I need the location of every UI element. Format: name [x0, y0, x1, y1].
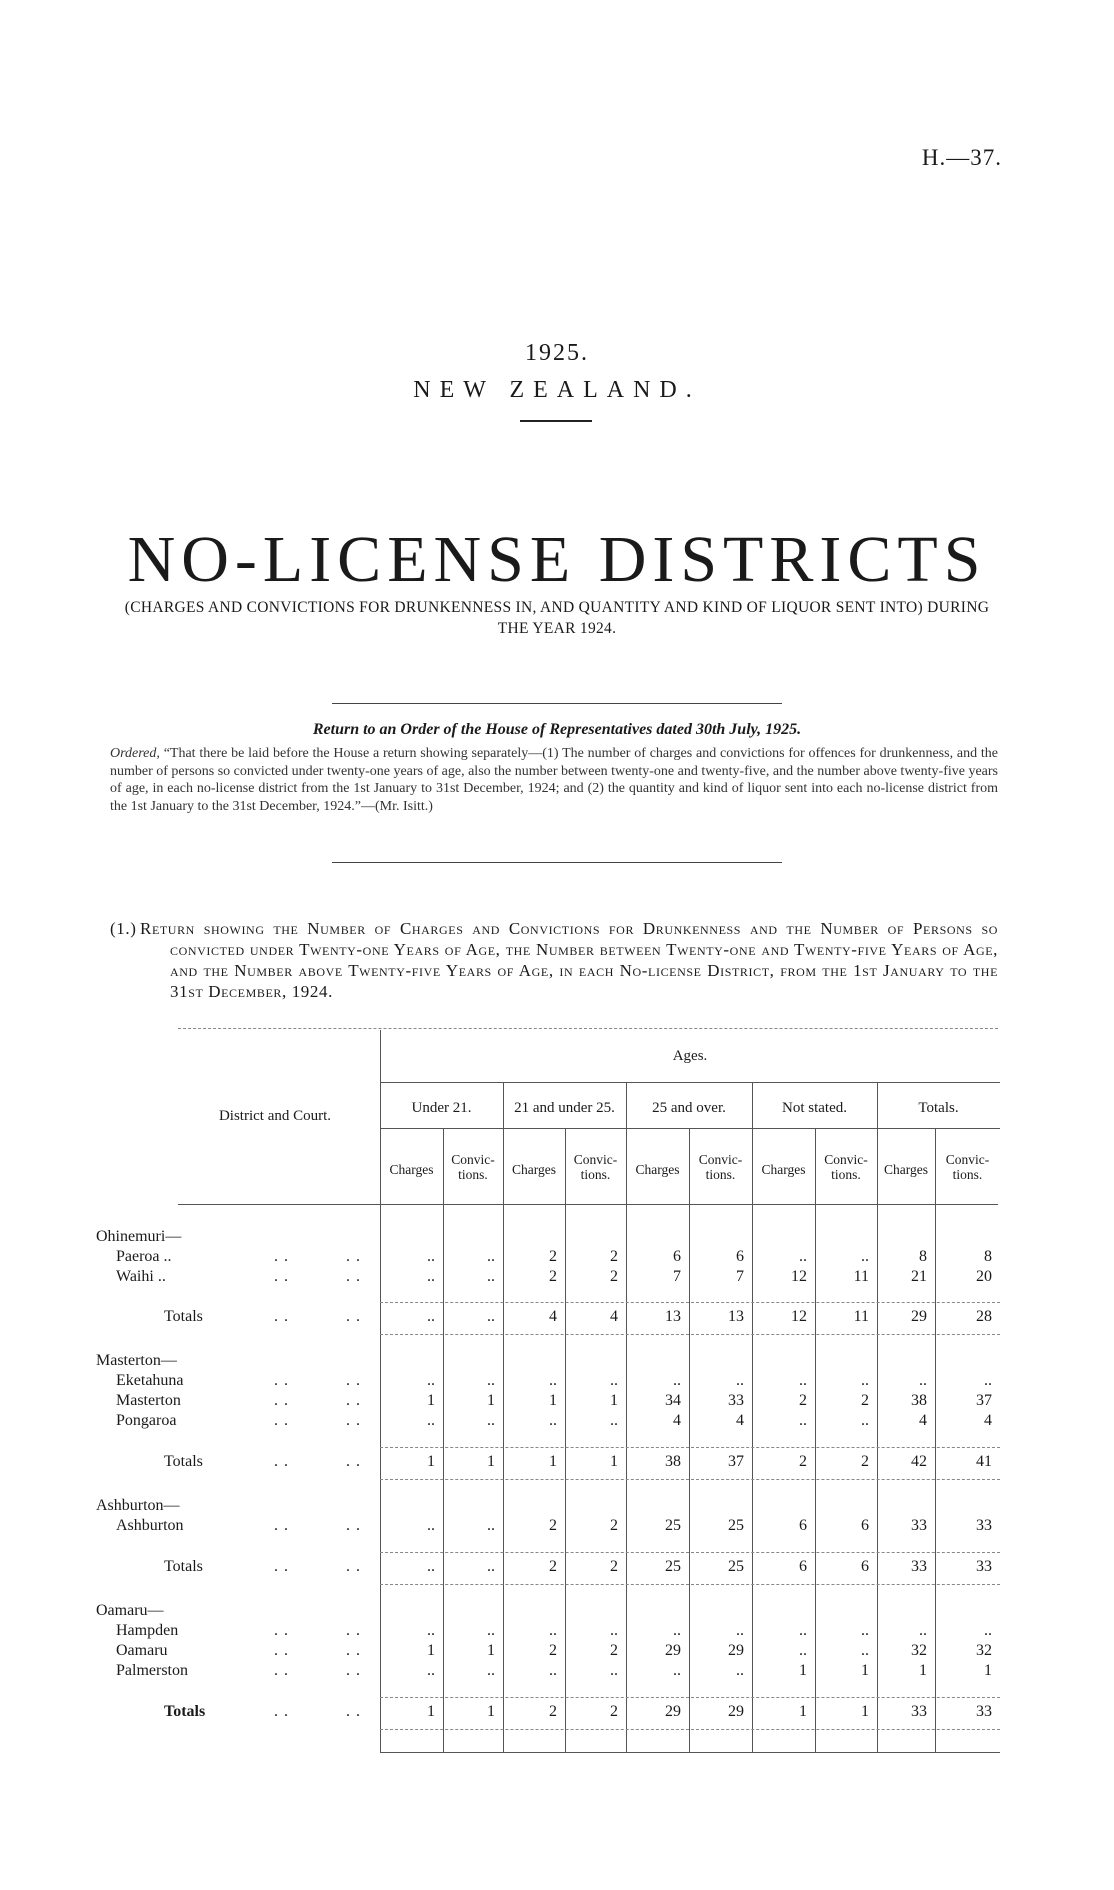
table-cell: 29 [665, 1703, 681, 1720]
district-name: Ohinemuri— [96, 1228, 182, 1245]
table-cell: .. [549, 1412, 557, 1429]
table-cell: .. [427, 1517, 435, 1534]
convictions-header-line2: tions. [705, 1167, 736, 1182]
table-cell: .. [487, 1662, 495, 1679]
charges-header: Charges [389, 1162, 434, 1177]
table-cell: .. [736, 1622, 744, 1639]
table-cell: .. [427, 1558, 435, 1575]
table-cell: 38 [911, 1392, 927, 1409]
table-cell: .. [736, 1372, 744, 1389]
leader-dots: . . [274, 1308, 289, 1325]
table-cell: 20 [976, 1268, 992, 1285]
table-cell: 33 [976, 1517, 992, 1534]
table-cell: 1 [984, 1662, 992, 1679]
table-cell: 2 [549, 1558, 557, 1575]
table-cell: 37 [976, 1392, 992, 1409]
district-name: Masterton— [96, 1352, 177, 1369]
table-cell: 7 [673, 1268, 681, 1285]
table-cell: 1 [549, 1453, 557, 1470]
totals-label: Totals [164, 1703, 206, 1720]
table-cell: .. [861, 1642, 869, 1659]
table-cell: 2 [549, 1268, 557, 1285]
table-cell: .. [487, 1372, 495, 1389]
subtotal-rule [380, 1479, 1000, 1480]
table-cell: .. [799, 1248, 807, 1265]
table-cell: 25 [728, 1517, 744, 1534]
age-group-header: Under 21. [411, 1100, 472, 1116]
table-cell: 21 [911, 1268, 927, 1285]
convictions-header-line1: Convic- [824, 1152, 868, 1167]
district-name: Oamaru— [96, 1602, 164, 1619]
table-cell: 6 [736, 1248, 744, 1265]
section-text: Return showing the Number of Charges and Convictions for Drunkenness and the Number of Persons so convicted under Twenty-one Years of Age, the Number between Twenty-one and Twenty-five Years of Age, and the Number above Twenty-five Years of Age, in each No-license District, from the 1st January to the 31st December, 1924. [140, 919, 998, 1001]
table-cell: .. [799, 1622, 807, 1639]
table-cell: .. [427, 1372, 435, 1389]
document-title: NO-LICENSE DISTRICTS [127, 523, 987, 596]
table-cell: .. [673, 1662, 681, 1679]
leader-dots: . . [274, 1248, 289, 1265]
leader-dots: . . [274, 1453, 289, 1470]
table-cell: 29 [728, 1703, 744, 1720]
ordered-text: “That there be laid before the House a return showing separately—(1) The number of charges and convictions for offences for drunkenness, and the number of persons so convicted under twenty-one years of age, also the number between twenty-one and twenty-five, and the number above twenty-five years of age, in each no-license district from the 1st January to 31st December, 1924; and (2) the quantity and kind of liquor sent into each no-license district from the 1st January to the 31st December, 1924.”—(Mr. Isitt.) [110, 746, 998, 814]
age-group-header: Not stated. [782, 1100, 847, 1116]
table-cell: .. [427, 1622, 435, 1639]
convictions-header-line1: Convic- [451, 1152, 495, 1167]
table-cell: .. [610, 1622, 618, 1639]
table-cell: 4 [984, 1412, 992, 1429]
year: 1925. [525, 340, 589, 366]
table-cell: .. [736, 1662, 744, 1679]
table-column-divider [935, 1128, 936, 1752]
table-cell: 33 [976, 1558, 992, 1575]
table-cell: 6 [799, 1558, 807, 1575]
table-cell: .. [919, 1372, 927, 1389]
table-cell: 37 [728, 1453, 744, 1470]
table-column-divider [503, 1082, 504, 1752]
table-column-divider [380, 1030, 381, 1752]
table-cell: .. [799, 1372, 807, 1389]
table-cell: 2 [549, 1703, 557, 1720]
convictions-header-line1: Convic- [573, 1152, 618, 1167]
charges-header: Charges [512, 1162, 556, 1177]
leader-dots: . . [346, 1642, 361, 1659]
age-group-header: 25 and over. [652, 1100, 726, 1116]
table-cell: 32 [911, 1642, 927, 1659]
document-subtitle: (CHARGES AND CONVICTIONS FOR DRUNKENNESS IN, AND QUANTITY AND KIND OF LIQUOR SENT INTO) DURING THE YEAR 1924. [124, 599, 990, 637]
table-cell: 8 [984, 1248, 992, 1265]
table-cell: 1 [861, 1703, 869, 1720]
table-cell: .. [487, 1308, 495, 1325]
table-cell: 2 [610, 1642, 618, 1659]
leader-dots: . . [274, 1268, 289, 1285]
court-name: Waihi .. [116, 1268, 166, 1285]
table-cell: 33 [976, 1703, 992, 1720]
header-bottom-rule [178, 1204, 998, 1205]
subtotal-rule [380, 1697, 1000, 1698]
table-cell: .. [549, 1662, 557, 1679]
table-cell: .. [427, 1662, 435, 1679]
table-column-divider [752, 1082, 753, 1752]
table-cell: .. [549, 1372, 557, 1389]
section-number: (1.) [110, 919, 137, 938]
table-cell: .. [427, 1412, 435, 1429]
return-heading: Return to an Order of the House of Representatives dated 30th July, 1925. [312, 721, 802, 738]
totals-label: Totals [164, 1453, 203, 1470]
age-group-header: 21 and under 25. [514, 1100, 615, 1116]
table-bottom-rule [380, 1752, 1000, 1753]
convictions-header-line1: Convic- [945, 1152, 990, 1167]
table-cell: 4 [736, 1412, 744, 1429]
ordered-lead: Ordered, [110, 746, 160, 761]
ages-header: Ages. [672, 1048, 708, 1064]
table-cell: .. [861, 1622, 869, 1639]
table-cell: 11 [853, 1268, 869, 1285]
table-cell: 2 [549, 1642, 557, 1659]
court-name: Paeroa .. [116, 1248, 172, 1265]
table-cell: 7 [736, 1268, 744, 1285]
table-cell: .. [861, 1412, 869, 1429]
table-cell: 29 [665, 1642, 681, 1659]
table-cell: 1 [427, 1642, 435, 1659]
table-cell: .. [861, 1372, 869, 1389]
table-cell: 2 [799, 1392, 807, 1409]
subtotal-rule [380, 1334, 1000, 1335]
table-cell: 25 [728, 1558, 744, 1575]
leader-dots: . . [346, 1517, 361, 1534]
leader-dots: . . [346, 1622, 361, 1639]
table-cell: 42 [911, 1453, 927, 1470]
table-cell: .. [427, 1248, 435, 1265]
convictions-header-line2: tions. [952, 1167, 983, 1182]
table-cell: 12 [791, 1308, 807, 1325]
table-column-divider [626, 1082, 627, 1752]
convictions-header [815, 1152, 877, 1182]
table-cell: 33 [911, 1517, 927, 1534]
court-name: Eketahuna [116, 1372, 184, 1389]
table-cell: 2 [610, 1268, 618, 1285]
leader-dots: . . [346, 1558, 361, 1575]
leader-dots: . . [346, 1453, 361, 1470]
table-cell: .. [919, 1622, 927, 1639]
subtotal-rule [380, 1584, 1000, 1585]
table-cell: 32 [976, 1642, 992, 1659]
country: NEW ZEALAND. [413, 377, 701, 403]
table-cell: .. [487, 1268, 495, 1285]
district-header: District and Court. [218, 1108, 332, 1124]
leader-dots: . . [274, 1662, 289, 1679]
table-top-rule [178, 1028, 998, 1029]
table-cell: 1 [427, 1703, 435, 1720]
district-name: Ashburton— [96, 1497, 180, 1514]
table-cell: 2 [610, 1703, 618, 1720]
convictions-header-line2: tions. [831, 1167, 861, 1182]
leader-dots: . . [274, 1622, 289, 1639]
table-cell: 33 [911, 1558, 927, 1575]
leader-dots: . . [274, 1392, 289, 1409]
ages-rule [380, 1082, 1000, 1083]
table-column-divider [815, 1128, 816, 1752]
table-cell: 38 [665, 1453, 681, 1470]
table-cell: 4 [673, 1412, 681, 1429]
table-cell: 29 [911, 1308, 927, 1325]
table-cell: .. [610, 1412, 618, 1429]
table-cell: 2 [610, 1558, 618, 1575]
table-cell: .. [427, 1268, 435, 1285]
convictions-header-line2: tions. [580, 1167, 611, 1182]
table-cell: 1 [487, 1703, 495, 1720]
leader-dots: . . [274, 1703, 289, 1720]
leader-dots: . . [346, 1392, 361, 1409]
table-cell: 29 [728, 1642, 744, 1659]
leader-dots: . . [274, 1372, 289, 1389]
table-cell: 34 [665, 1392, 681, 1409]
table-cell: .. [673, 1622, 681, 1639]
table-cell: 6 [861, 1517, 869, 1534]
table-cell: 33 [728, 1392, 744, 1409]
totals-label: Totals [164, 1558, 203, 1575]
leader-dots: . . [346, 1308, 361, 1325]
table-cell: 33 [911, 1703, 927, 1720]
convictions-header-line1: Convic- [698, 1152, 743, 1167]
table-cell: .. [487, 1412, 495, 1429]
convictions-header [935, 1152, 1000, 1182]
court-name: Ashburton [116, 1517, 184, 1534]
table-cell: 11 [853, 1308, 869, 1325]
table-cell: 1 [427, 1392, 435, 1409]
table-cell: 41 [976, 1453, 992, 1470]
table-cell: 1 [610, 1453, 618, 1470]
table-cell: .. [799, 1412, 807, 1429]
charges-header: Charges [635, 1162, 680, 1177]
subtotal-rule [380, 1302, 1000, 1303]
page-reference: H.—37. [921, 145, 1002, 170]
court-name: Palmerston [116, 1662, 188, 1679]
subtotal-rule [380, 1447, 1000, 1448]
leader-dots: . . [346, 1372, 361, 1389]
table-cell: 2 [861, 1453, 869, 1470]
leader-dots: . . [274, 1642, 289, 1659]
table-cell: .. [549, 1622, 557, 1639]
table-column-divider [565, 1128, 566, 1752]
table-column-divider [689, 1128, 690, 1752]
table-cell: .. [984, 1622, 992, 1639]
table-cell: 1 [919, 1662, 927, 1679]
table-cell: .. [487, 1248, 495, 1265]
leader-dots: . . [274, 1412, 289, 1429]
table-cell: 1 [799, 1662, 807, 1679]
convictions-header [443, 1152, 503, 1182]
table-cell: 6 [673, 1248, 681, 1265]
leader-dots: . . [274, 1558, 289, 1575]
table-cell: 6 [861, 1558, 869, 1575]
table-column-divider [443, 1128, 444, 1752]
table-cell: 2 [549, 1517, 557, 1534]
table-cell: 1 [487, 1642, 495, 1659]
table-cell: 8 [919, 1248, 927, 1265]
subtotal-rule [380, 1729, 1000, 1730]
table-cell: 25 [665, 1517, 681, 1534]
table-cell: 13 [665, 1308, 681, 1325]
age-group-header: Totals. [918, 1100, 959, 1116]
subtotal-rule [380, 1552, 1000, 1553]
table-cell: 1 [799, 1703, 807, 1720]
leader-dots: . . [274, 1517, 289, 1534]
table-cell: .. [799, 1642, 807, 1659]
leader-dots: . . [346, 1248, 361, 1265]
table-cell: 4 [549, 1308, 557, 1325]
table-cell: 1 [487, 1453, 495, 1470]
table-cell: 1 [487, 1392, 495, 1409]
convictions-header [689, 1152, 752, 1182]
table-cell: .. [427, 1308, 435, 1325]
leader-dots: . . [346, 1268, 361, 1285]
table-cell: .. [673, 1372, 681, 1389]
table-cell: .. [610, 1662, 618, 1679]
table-cell: 2 [610, 1248, 618, 1265]
table-cell: 4 [919, 1412, 927, 1429]
table-cell: 28 [976, 1308, 992, 1325]
court-name: Masterton [116, 1392, 181, 1409]
court-name: Hampden [116, 1622, 179, 1639]
leader-dots: . . [346, 1412, 361, 1429]
table-cell: 1 [549, 1392, 557, 1409]
charges-header: Charges [884, 1162, 928, 1177]
table-cell: .. [487, 1558, 495, 1575]
table-cell: 1 [861, 1662, 869, 1679]
table-cell: 12 [791, 1268, 807, 1285]
table-cell: 2 [549, 1248, 557, 1265]
table-cell: 6 [799, 1517, 807, 1534]
table-cell: .. [984, 1372, 992, 1389]
totals-label: Totals [164, 1308, 203, 1325]
table-cell: 2 [861, 1392, 869, 1409]
leader-dots: . . [346, 1662, 361, 1679]
table-cell: 4 [610, 1308, 618, 1325]
table-cell: .. [487, 1517, 495, 1534]
table-cell: .. [861, 1248, 869, 1265]
table-cell: 2 [610, 1517, 618, 1534]
table-cell: 1 [427, 1453, 435, 1470]
table-cell: 2 [799, 1453, 807, 1470]
table-cell: .. [487, 1622, 495, 1639]
table-cell: 13 [728, 1308, 744, 1325]
table-cell: 25 [665, 1558, 681, 1575]
charges-header: Charges [761, 1162, 806, 1177]
court-name: Oamaru [116, 1642, 168, 1659]
court-name: Pongaroa [116, 1412, 177, 1429]
table-cell: .. [610, 1372, 618, 1389]
table-cell: 1 [610, 1392, 618, 1409]
groups-rule [380, 1128, 1000, 1129]
convictions-header-line2: tions. [458, 1167, 488, 1182]
leader-dots: . . [346, 1703, 361, 1720]
convictions-header [565, 1152, 626, 1182]
